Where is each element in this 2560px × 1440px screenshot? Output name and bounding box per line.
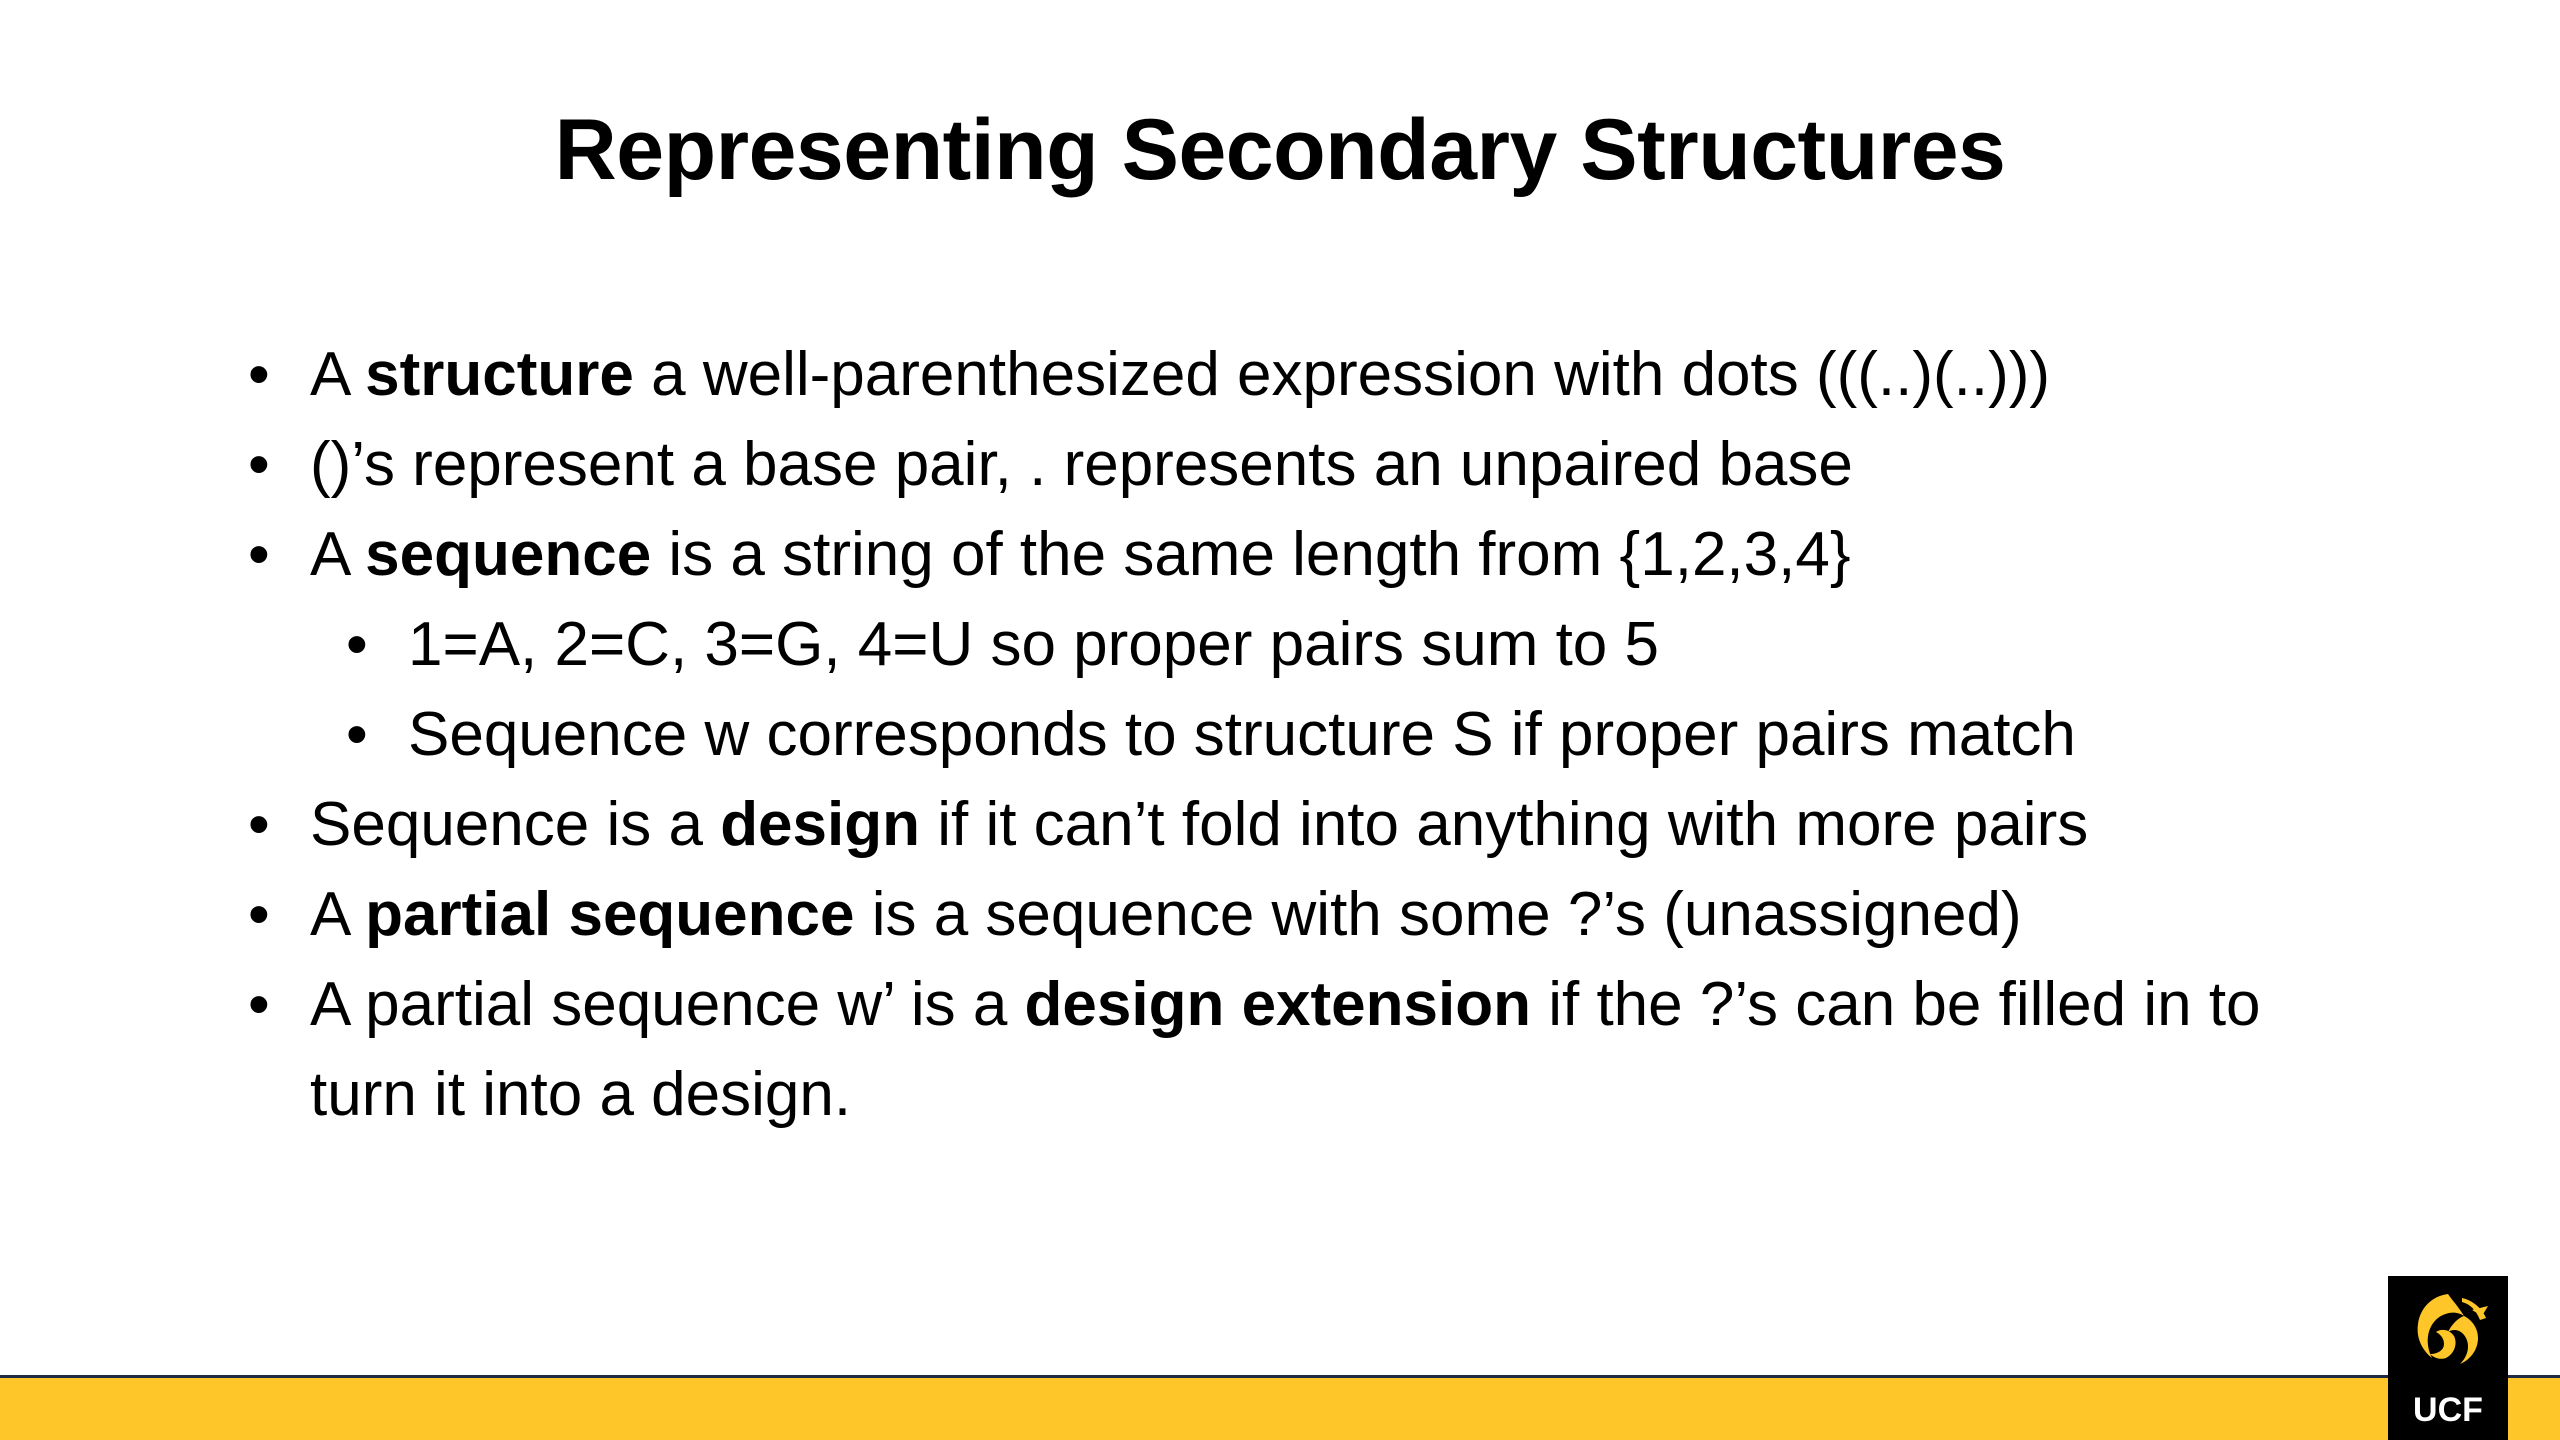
bullet-item: • Sequence is a design if it can’t fold into anything with more pairs: [240, 780, 2340, 870]
sub-bullet-item: • 1=A, 2=C, 3=G, 4=U so proper pairs sum to 5: [240, 600, 2340, 690]
sub-bullet-item: • Sequence w corresponds to structure S if proper pairs match: [240, 690, 2340, 780]
bullet-item: • A partial sequence w’ is a design extension if the ?’s can be filled in to turn it into a design.: [240, 960, 2340, 1140]
logo-text: UCF: [2413, 1391, 2483, 1429]
footer-bar: [0, 1375, 2560, 1440]
bullet-item: • A partial sequence is a sequence with some ?’s (unassigned): [240, 870, 2340, 960]
bullet-item: • A structure a well-parenthesized expression with dots (((..)(..))): [240, 330, 2340, 420]
bullet-item: • A sequence is a string of the same length from {1,2,3,4}: [240, 510, 2340, 600]
slide-title: Representing Secondary Structures: [554, 102, 2006, 198]
ucf-logo: [2388, 1276, 2508, 1440]
pegasus-icon: [2402, 1288, 2494, 1380]
bullet-list: [240, 330, 2340, 1140]
bullet-item: • ()’s represent a base pair, . represents an unpaired base: [240, 420, 2340, 510]
